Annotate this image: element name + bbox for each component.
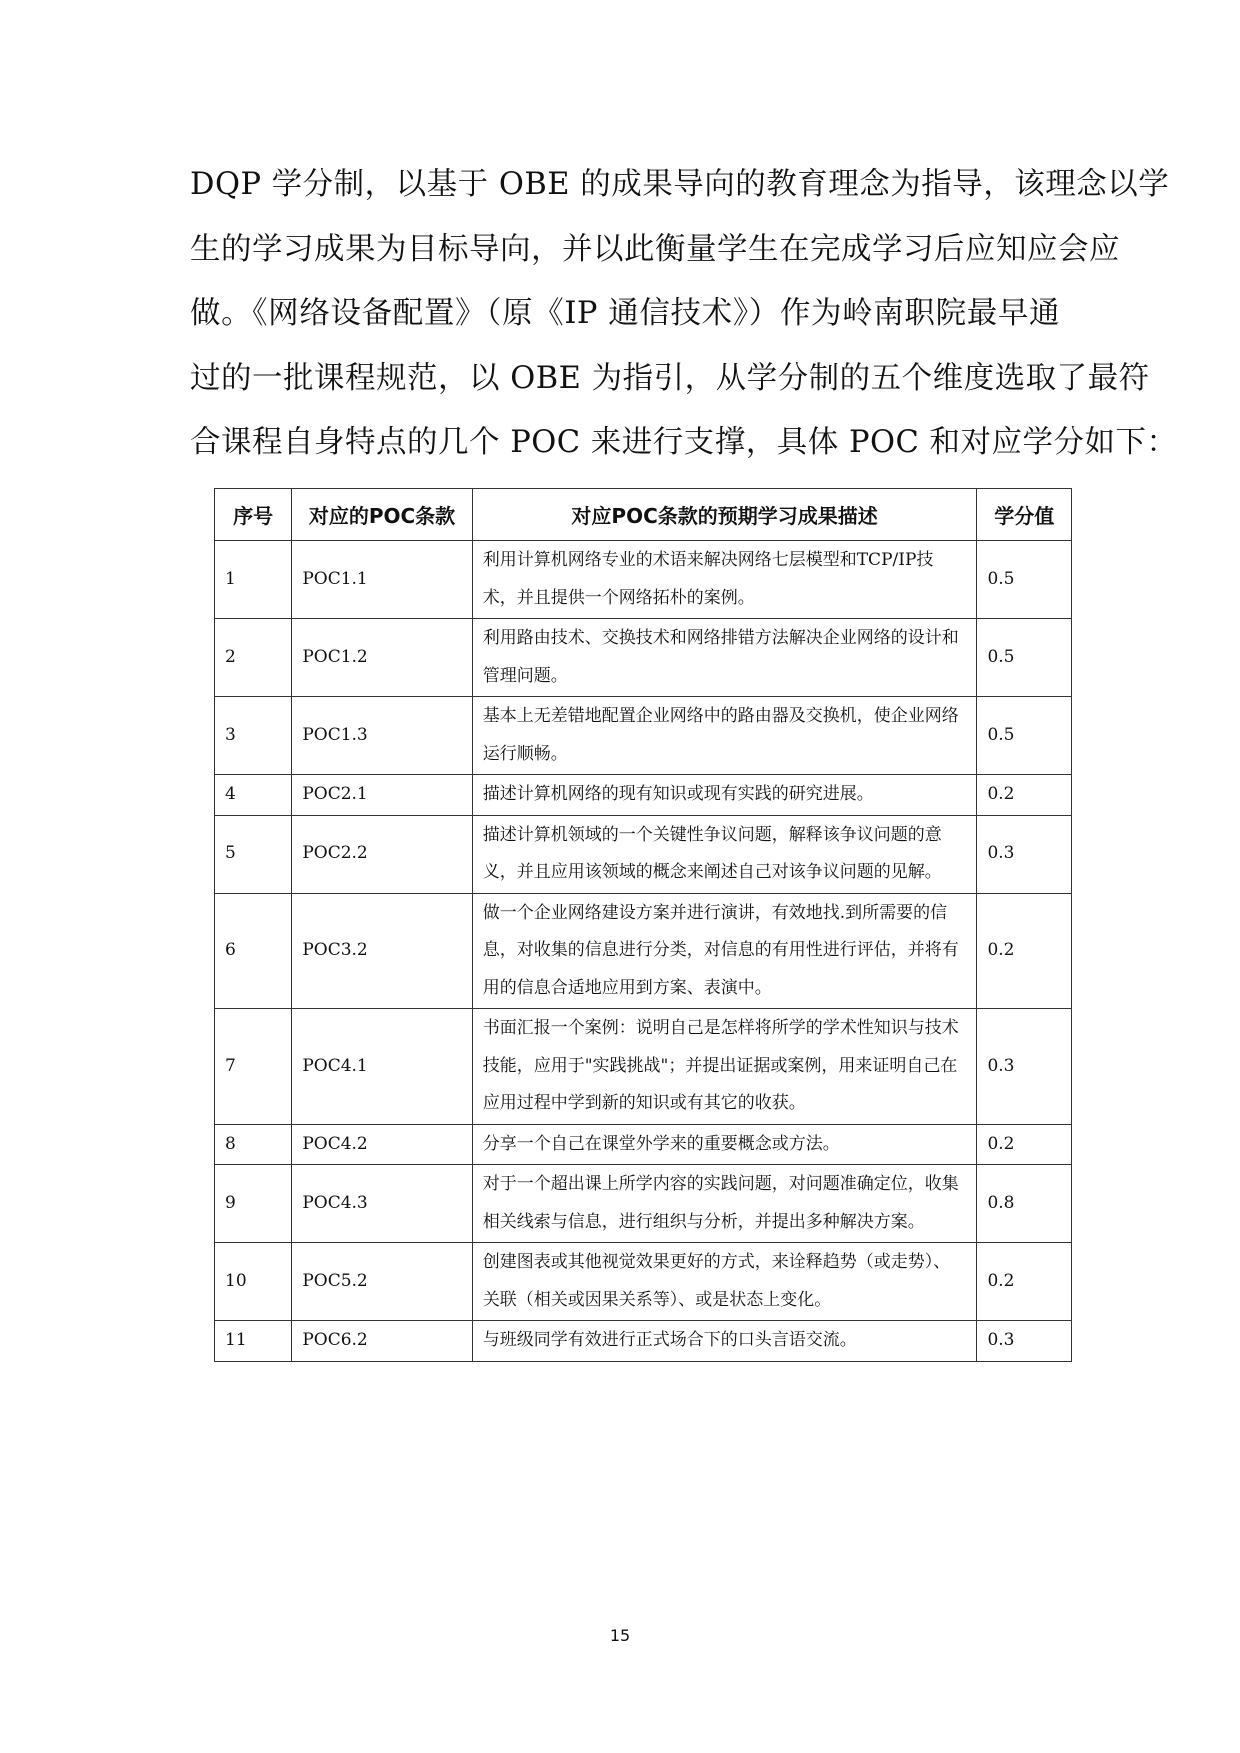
table-row [215,815,1072,893]
cell-serial-number: 8 [215,1124,292,1165]
cell-outcome-description: 描述计算机网络的现有知识或现有实践的研究进展。 [472,775,977,816]
table-row [215,541,1072,619]
cell-poc-clause: POC1.2 [292,619,472,697]
cell-poc-clause: POC5.2 [292,1243,472,1321]
cell-serial-number: 11 [215,1321,292,1362]
cell-poc-clause: POC1.3 [292,697,472,775]
cell-poc-clause: POC1.1 [292,541,472,619]
cell-credit-value: 0.2 [977,1124,1072,1165]
cell-poc-clause: POC2.1 [292,775,472,816]
intro-paragraph [190,153,1178,476]
cell-serial-number: 5 [215,815,292,893]
cell-credit-value: 0.5 [977,541,1072,619]
intro-line: 合课程自身特点的几个 POC 来进行支撑，具体 POC 和对应学分如下： [190,425,1178,460]
cell-outcome-description: 利用路由技术、交换技术和网络排错方法解决企业网络的设计和管理问题。 [472,619,977,697]
cell-outcome-description: 分享一个自己在课堂外学来的重要概念或方法。 [472,1124,977,1165]
cell-poc-clause: POC4.3 [292,1165,472,1243]
page-number: 15 [609,1626,631,1645]
cell-credit-value: 0.2 [977,775,1072,816]
table-row [215,775,1072,816]
cell-serial-number: 3 [215,697,292,775]
intro-line: 过的一批课程规范，以 OBE 为指引，从学分制的五个维度选取了最符 [190,360,1150,396]
cell-credit-value: 0.3 [977,815,1072,893]
cell-poc-clause: POC3.2 [292,893,472,1009]
cell-outcome-description: 对于一个超出课上所学内容的实践问题，对问题准确定位，收集相关线索与信息，进行组织与分析，并提出多种解决方案。 [472,1165,977,1243]
table-row [215,1243,1072,1321]
cell-credit-value: 0.3 [977,1321,1072,1362]
table-row [215,893,1072,1009]
table-row [215,1124,1072,1165]
table-row [215,1321,1072,1362]
header-credit-value: 学分值 [977,489,1072,541]
cell-credit-value: 0.3 [977,1009,1072,1125]
table-body [215,541,1072,1362]
cell-serial-number: 1 [215,541,292,619]
table-row [215,1165,1072,1243]
cell-serial-number: 10 [215,1243,292,1321]
intro-line: 生的学习成果为目标导向，并以此衡量学生在完成学习后应知应会应 [190,231,1120,267]
cell-serial-number: 9 [215,1165,292,1243]
cell-poc-clause: POC4.1 [292,1009,472,1125]
table-row [215,1009,1072,1125]
cell-outcome-description: 做一个企业网络建设方案并进行演讲，有效地找.到所需要的信息，对收集的信息进行分类，对信息的有用性进行评估，并将有用的信息合适地应用到方案、表演中。 [472,893,977,1009]
cell-outcome-description: 基本上无差错地配置企业网络中的路由器及交换机，使企业网络运行顺畅。 [472,697,977,775]
cell-poc-clause: POC6.2 [292,1321,472,1362]
poc-credit-table [214,488,1072,1362]
cell-outcome-description: 与班级同学有效进行正式场合下的口头言语交流。 [472,1321,977,1362]
intro-line: 做。《网络设备配置》（原《IP 通信技术》）作为岭南职院最早通 [190,296,1060,331]
cell-serial-number: 6 [215,893,292,1009]
header-poc-clause: 对应的POC条款 [292,489,472,541]
cell-credit-value: 0.2 [977,893,1072,1009]
cell-outcome-description: 创建图表或其他视觉效果更好的方式，来诠释趋势（或走势）、关联（相关或因果关系等）、或是状态上变化。 [472,1243,977,1321]
table-header-row [215,489,1072,541]
cell-outcome-description: 利用计算机网络专业的术语来解决网络七层模型和TCP/IP技术，并且提供一个网络拓朴的案例。 [472,541,977,619]
cell-credit-value: 0.5 [977,697,1072,775]
cell-poc-clause: POC4.2 [292,1124,472,1165]
cell-serial-number: 2 [215,619,292,697]
cell-credit-value: 0.8 [977,1165,1072,1243]
cell-serial-number: 4 [215,775,292,816]
cell-credit-value: 0.2 [977,1243,1072,1321]
cell-outcome-description: 描述计算机领域的一个关键性争议问题，解释该争议问题的意义，并且应用该领域的概念来阐述自己对该争议问题的见解。 [472,815,977,893]
header-outcome-description: 对应POC条款的预期学习成果描述 [472,489,977,541]
cell-poc-clause: POC2.2 [292,815,472,893]
cell-credit-value: 0.5 [977,619,1072,697]
table-row [215,619,1072,697]
cell-outcome-description: 书面汇报一个案例：说明自己是怎样将所学的学术性知识与技术技能，应用于"实践挑战"；并提出证据或案例，用来证明自己在应用过程中学到新的知识或有其它的收获。 [472,1009,977,1125]
intro-line: DQP 学分制，以基于 OBE 的成果导向的教育理念为指导，该理念以学 [190,167,1170,202]
cell-serial-number: 7 [215,1009,292,1125]
header-serial-number: 序号 [215,489,292,541]
table-row [215,697,1072,775]
